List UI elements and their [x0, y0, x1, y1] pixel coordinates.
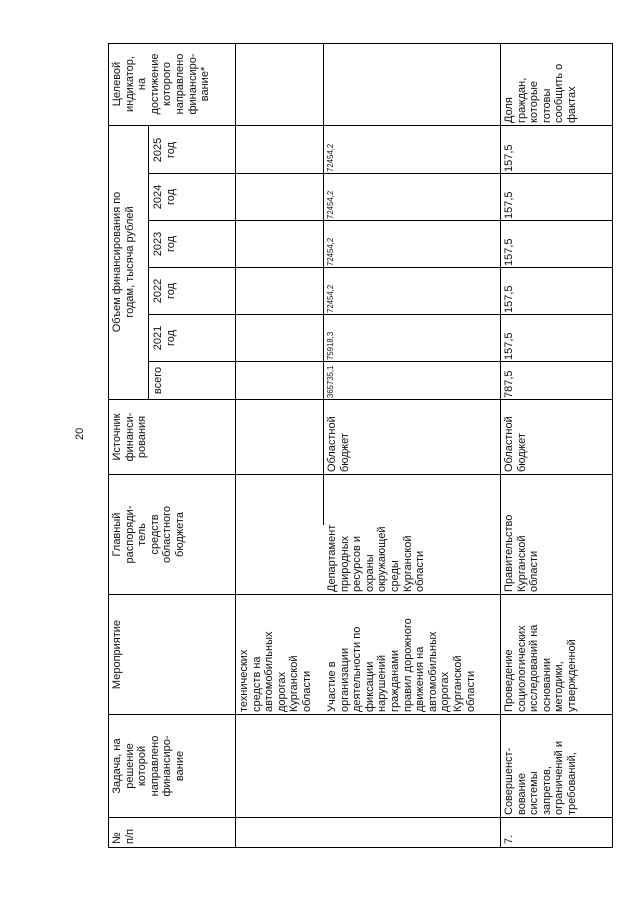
header-source: Источник финанси- рования	[111, 412, 149, 462]
row2-manager: Департамент природных ресурсов и охраны окружающей среды Курганской области	[326, 524, 427, 592]
row1-measure: технических средств на автомобильных дорогах Курганской области	[238, 631, 313, 712]
header-task: Задача, на решение которой направлено финансиро- вание	[111, 735, 186, 797]
row3-2024: 157,5	[503, 191, 515, 219]
row3-2023: 157,5	[503, 238, 515, 266]
header-total: всего	[152, 366, 164, 395]
row2-2021: 75918,3	[326, 331, 335, 360]
row3-task: Совершенст- вование системы запретов, ограничений и требований,	[503, 741, 578, 815]
row3-2025: 157,5	[503, 144, 515, 172]
header-2024: 2024 год	[152, 184, 177, 210]
row2-2024: 72454,2	[326, 190, 335, 219]
page-number: 20	[74, 427, 86, 440]
row3-measure: Проведение социологических исследований на основании методики, утвержденной	[503, 624, 578, 712]
row3-indicator: Доля граждан, которые готовы сообщить о фактах	[503, 63, 578, 123]
table	[108, 43, 613, 848]
header-manager: Главный распоряди- тель средств областного бюджета	[111, 505, 186, 564]
row2-total: 365735,1	[326, 365, 335, 398]
row2-2023: 72454,2	[326, 237, 335, 266]
row3-source: Областной бюджет	[503, 416, 528, 472]
row3-2021: 157,5	[503, 332, 515, 360]
header-2023: 2023 год	[152, 231, 177, 257]
header-2021: 2021 год	[152, 325, 177, 351]
header-2025: 2025 год	[152, 137, 177, 163]
header-num: № п/п	[111, 829, 136, 844]
row3-total: 787,5	[503, 370, 515, 398]
row3-2022: 157,5	[503, 285, 515, 313]
row2-source: Областной бюджет	[326, 416, 351, 472]
header-2022: 2022 год	[152, 278, 177, 304]
header-measure: Мероприятие	[111, 619, 123, 690]
row2-2022: 72454,2	[326, 284, 335, 313]
row3-manager: Правительство Курганской области	[503, 514, 541, 592]
row3-num: 7.	[503, 834, 515, 844]
row2-measure: Участие в организации деятельности по фиксации нарушений гражданами правил дорожного движения на автомобильных дорогах Курганской области	[326, 618, 477, 712]
header-volume: Объем финансирования по годам, тысяча рублей	[111, 191, 136, 333]
header-indicator: Целевой индикатор, на достижение которого направлено финансиро- вание*	[111, 53, 212, 115]
row2-2025: 72454,2	[326, 143, 335, 172]
